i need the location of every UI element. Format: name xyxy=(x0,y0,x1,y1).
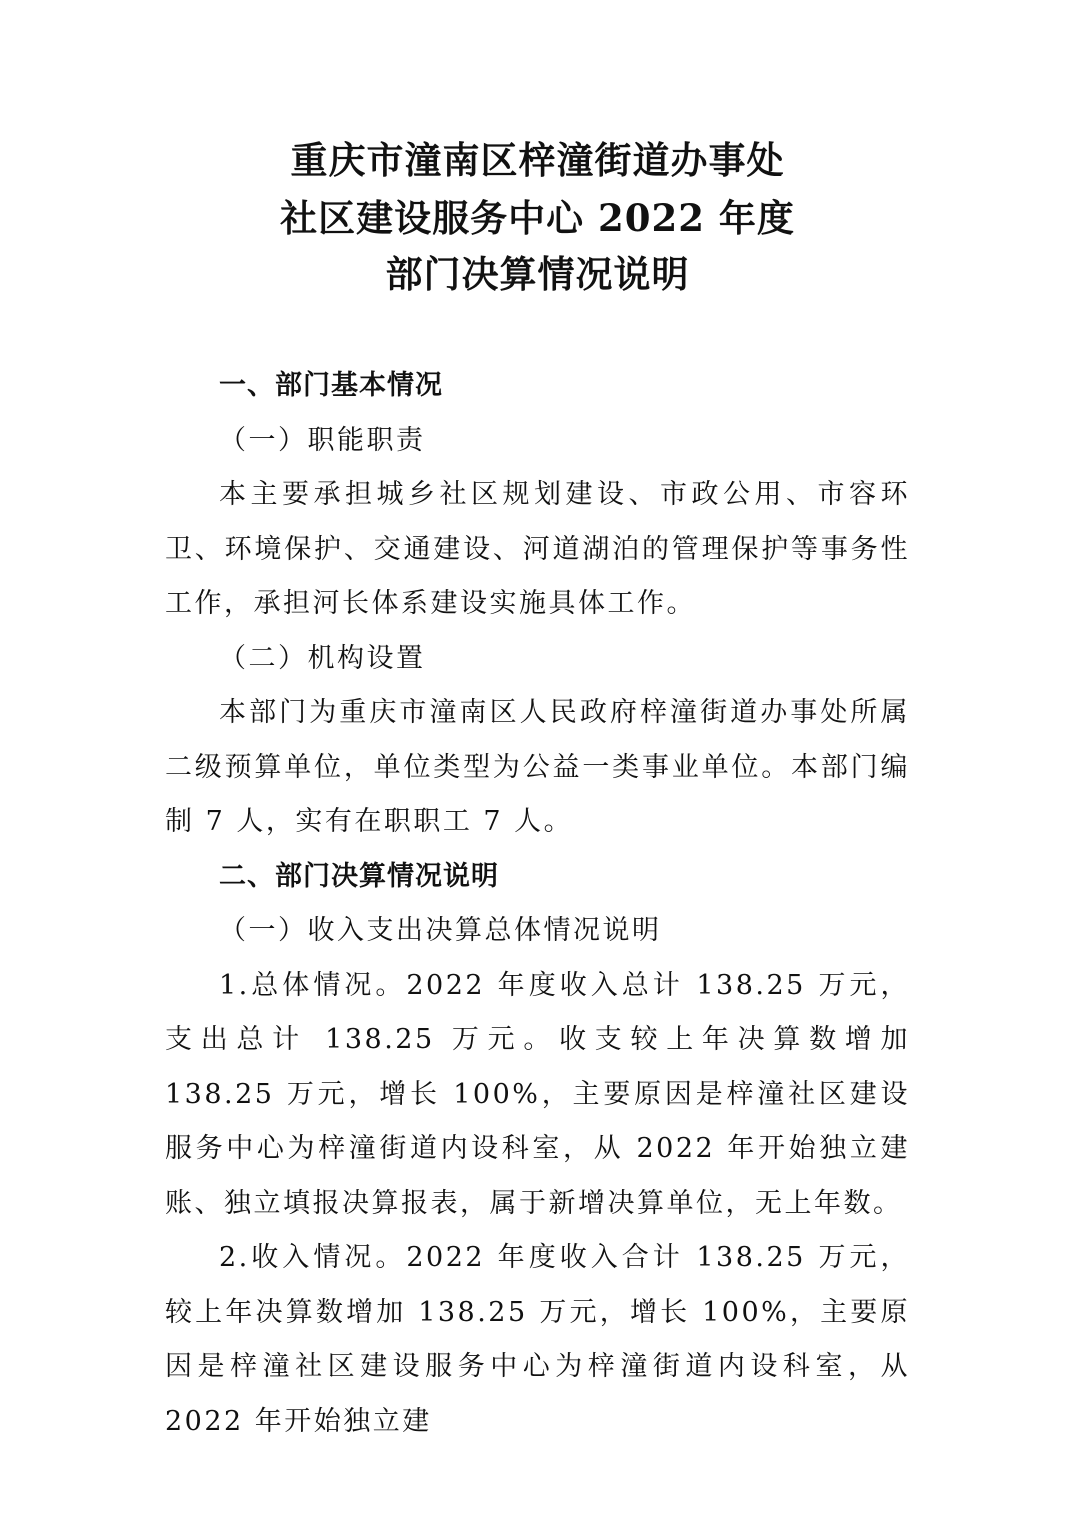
document-title-line-1: 重庆市潼南区梓潼街道办事处 xyxy=(290,138,785,182)
section-2-paragraph-2: 2.收入情况。2022 年度收入合计 138.25 万元，较上年决算数增加 138.25 万元，增长 100%，主要原因是梓潼社区建设服务中心为梓潼街道内设科室，从 2022 年开始独立建 xyxy=(165,1242,910,1437)
document-body xyxy=(165,359,910,1449)
section-1-sub-2-heading: （二）机构设置 xyxy=(219,642,426,674)
section-2-sub-1-heading: （一）收入支出决算总体情况说明 xyxy=(219,915,662,946)
document-title-line-3: 部门决算情况说明 xyxy=(385,252,690,296)
section-1-heading: 一、部门基本情况 xyxy=(219,370,443,401)
section-1-sub-1-text: 本主要承担城乡社区规划建设、市政公用、市容环卫、环境保护、交通建设、河道湖泊的管理保护等事务性工作，承担河长体系建设实施具体工作。 xyxy=(165,479,910,619)
section-2-paragraph-1: 1.总体情况。2022 年度收入总计 138.25 万元，支出总计 138.25 万元。收支较上年决算数增加 138.25 万元，增长 100%，主要原因是梓潼社区建设服务中心为梓潼街道内设科室，从 2022 年开始独立建账、独立填报决算报表，属于新增决算单位，无上年数。 xyxy=(165,969,910,1219)
document-title-line-2: 社区建设服务中心 2022 年度 xyxy=(280,196,795,240)
section-1-sub-2-text: 本部门为重庆市潼南区人民政府梓潼街道办事处所属二级预算单位，单位类型为公益一类事业单位。本部门编制 7 人，实有在职职工 7 人。 xyxy=(165,697,910,837)
section-2-heading: 二、部门决算情况说明 xyxy=(219,860,499,892)
section-1-sub-1-heading: （一）职能职责 xyxy=(219,424,426,456)
